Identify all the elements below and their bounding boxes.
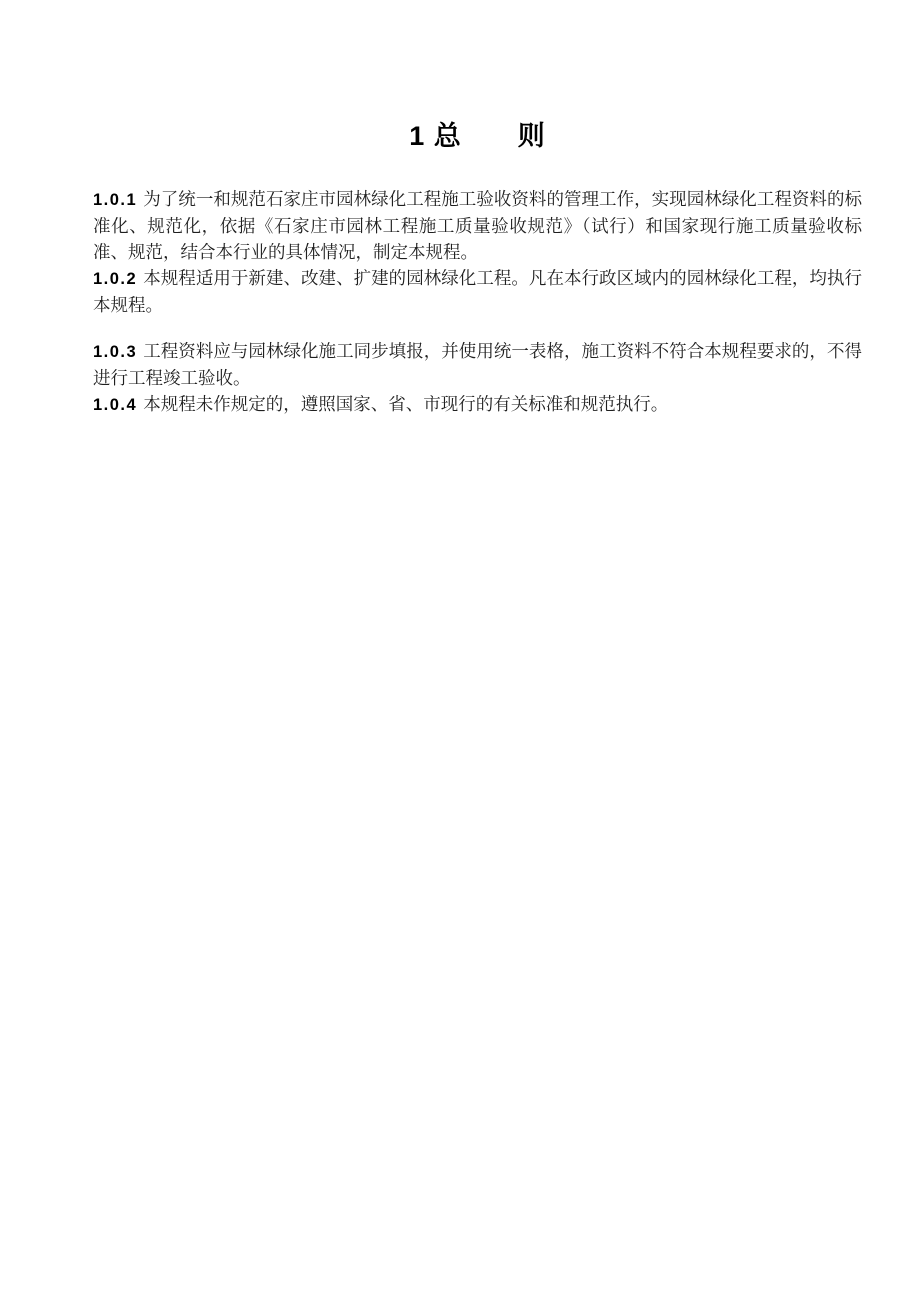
clause-number-1-0-2: 1.0.2 — [93, 270, 138, 288]
clause-1-0-3 — [93, 338, 862, 391]
chapter-title: 1 总 则 — [409, 121, 546, 151]
clause-text-1-0-3: 工程资料应与园林绿化施工同步填报，并使用统一表格，施工资料不符合本规程要求的，不得进行工程竣工验收。 — [93, 341, 862, 388]
clause-1-0-4 — [93, 391, 862, 418]
clause-1-0-1 — [93, 186, 862, 265]
clause-text-1-0-2: 本规程适用于新建、改建、扩建的园林绿化工程。凡在本行政区域内的园林绿化工程，均执行本规程。 — [93, 268, 862, 315]
clause-number-1-0-1: 1.0.1 — [93, 191, 138, 209]
clause-text-1-0-1: 为了统一和规范石家庄市园林绿化工程施工验收资料的管理工作，实现园林绿化工程资料的标准化、规范化，依据《石家庄市园林工程施工质量验收规范》（试行）和国家现行施工质量验收标准、规范，结合本行业的具体情况，制定本规程。 — [93, 189, 862, 262]
clause-number-1-0-3: 1.0.3 — [93, 343, 138, 361]
clause-number-1-0-4: 1.0.4 — [93, 396, 138, 414]
clause-text-1-0-4: 本规程未作规定的，遵照国家、省、市现行的有关标准和规范执行。 — [143, 394, 669, 414]
clause-1-0-2 — [93, 265, 862, 318]
blank-line — [93, 318, 862, 338]
